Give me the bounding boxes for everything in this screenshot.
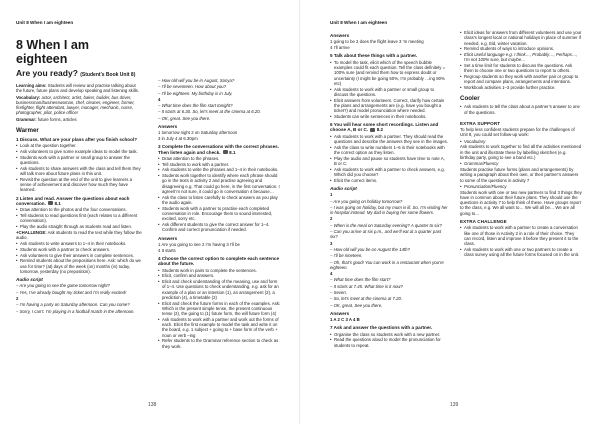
script-line: 2: [16, 296, 19, 301]
audio-script: [330, 192, 448, 308]
list-item: • Tell students to work with a partner.: [158, 162, 282, 167]
section-title-text: Are you ready?: [16, 68, 78, 78]
script-line: – Can you arrive at six p.m., and we’ll eat at a quarter past six?: [330, 229, 442, 240]
list-item: • Ask students to write answers to 1–4 in their notebooks.: [16, 241, 142, 246]
list-item: • Look at the question together.: [16, 143, 142, 148]
section-title: [16, 68, 142, 80]
answer-line: 4 It starts: [158, 247, 176, 253]
script-line: – Are you going to see the game tomorrow night?: [16, 283, 110, 289]
extra-support-list: [460, 161, 582, 166]
extra-support-grammar: Students practise future forms (plans and arrangements) by writing a paragraph about their own, or their partner’s answers to some of the questions in activity 7: [460, 166, 579, 183]
list-item: • Ask students to write the phrases and 1–4 in their notebooks.: [158, 167, 282, 172]
right-column-1: [330, 30, 448, 348]
list-item: • Elicit and check the future forms in each of the examples. Ask: Which is the present simple tense, the present continuous tense (2), the going to (1) future form, the will future form (4): [158, 301, 282, 317]
list-item: • Elicit ideas for answers from different volunteers and use your class’s longest local or national holidays in place of summer if needed, e.g. Eid, winter vacation.: [460, 30, 582, 46]
left-column-1: [16, 38, 142, 315]
list-item: • Read the questions aloud to model the pronunciation for students to repeat.: [330, 337, 448, 348]
list-item: • Pronunciation/Fluency: [460, 184, 582, 189]
list-item: • Elicit useful language e.g. I think…, Probably…, Perhaps…, I’m not 100% sure, but maybe…: [460, 52, 582, 63]
list-item: • Set a time limit for students to discuss the questions. Ask them to choose one or two questions to report to others.: [460, 63, 582, 74]
answers-block: [158, 130, 282, 141]
running-head: Unit 8 When I am eighteen: [16, 20, 74, 25]
list-item: • Vocabulary: [460, 139, 582, 144]
script-line: – Yes, I’ve already bought my ticket and I’m really excited!: [16, 289, 127, 295]
script-line: – It starts at 6.30. So, let’s meet at the cinema at 6.20.: [158, 109, 261, 115]
script-line: – Seven.: [330, 290, 347, 295]
list-item: • Ask different students to give the correct answer for 1–4. Confirm and correct pronunciation if needed.: [158, 222, 282, 233]
exercise-3-steps: [158, 156, 282, 233]
intro-grammar: Grammar: future forms, articles: [16, 116, 77, 122]
exercise-7-steps-continued: [460, 30, 582, 90]
exercise-4-steps: [158, 268, 282, 349]
script-line: – I’ll be eighteen. My birthday is in July.: [158, 90, 233, 96]
answers-heading: Answers: [330, 310, 350, 316]
exercise-2-steps-b: [16, 241, 142, 274]
audio-script-heading: Audio script: [16, 277, 43, 283]
script-line: – OK, great. See you there.: [158, 115, 211, 121]
challenge-note: +CHALLENGE: Ask students to read the text while they follow the audio.: [16, 229, 142, 240]
extra-challenge-list: [460, 225, 582, 257]
section-tag: (Student’s Book Unit 8): [80, 72, 136, 78]
list-item: • Ask students to work with a partner or small group to discuss the questions.: [330, 87, 448, 98]
list-item: • Students work with a partner to practise each completed conversation in role. Encourage them to sound interested, excited, sorry etc.: [158, 206, 282, 222]
cd-icon: [223, 150, 228, 154]
list-item: • Students work in pairs to complete the sentences.: [158, 268, 282, 273]
list-item: • Workbook activities 1–3 provide further practice.: [460, 85, 582, 90]
script-line: 4: [158, 96, 161, 102]
intro-vocabulary: Vocabulary: actor, architect, artist, baker, builder, bus driver, businessman/businesswoman, chef, cleaner, engineer, farmer, firefighter, flight attendant, lawyer, manager, mechanic, nurse, photographer, pilot, police officer: [16, 94, 135, 116]
list-item: • Draw attention to the photos and the four conversations.: [16, 207, 142, 212]
script-line: 4: [330, 271, 333, 277]
list-item: • Ask students to work with a partner to create a conversation like one of those in Activity 2 in a role of their choice. They can record, listen and improve it before they present it to the class.: [460, 225, 582, 246]
list-item: • Ask students to work with one or two partners to create a class survey using all the future forms focused on in the unit.: [460, 247, 582, 258]
script-line: – OK, great. See you there.: [330, 302, 383, 308]
answer-line: 1 A 2 C 3 A 4 B: [330, 317, 360, 323]
running-head: Unit 8 When I am eighteen: [330, 20, 388, 25]
exercise-4-title: 4 Choose the correct option to complete each sentence about the future.: [158, 255, 279, 267]
audio-script: [16, 283, 142, 313]
extra-support-pronunciation: Students work with one or two new partners to find 3 things they have in common about their future plans. They should use the questions in activity 7 to help think of these. Have groups report to the class, e.g. We all want to… We will all be… We are all going to…: [460, 189, 582, 216]
script-line: 3: [330, 240, 333, 246]
page-number: 139: [450, 402, 459, 408]
exercise-1-title: 1 Discuss. What are your plans after you finish school?: [16, 137, 137, 143]
list-item: • Ask volunteers to give some example ideas to model the task.: [16, 149, 142, 154]
list-item: • Ask the class to listen carefully to check answers as you play the audio again.: [158, 195, 282, 206]
exercise-6-title: 6 You will hear some short recordings. Listen and choose A, B or C. 8.2: [330, 122, 439, 133]
list-item: • Remind students about the prepositions here. Ask: which do we use for time? (at) days of the week (on) months (in) today, tomorrow, yesterday (no preposition).: [16, 258, 142, 274]
list-item: • Students work with a partner to check answers.: [16, 247, 142, 252]
exercise-1-steps: [16, 143, 142, 192]
script-line: 2: [330, 216, 333, 222]
list-item: • Elicit answers from volunteers. Correct, clarify how certain the plans and arrangements are (e.g. have you bought a ticket?) and model pronunciation where needed.: [330, 98, 448, 114]
script-line: – When is the meal on Saturday evening? A quarter to six?: [330, 222, 442, 228]
track-number: 8.1: [229, 149, 236, 155]
warmer-heading: Warmer: [16, 127, 39, 135]
exercise-7-steps: [330, 332, 448, 348]
list-item: • Ask the class to write numbers 1–6 in their notebooks with the correct option as they listen.: [330, 145, 448, 156]
list-item: • Grammar/Fluency: [460, 161, 582, 166]
right-page: [300, 0, 600, 424]
list-item: • Tell students to read questions first (each relates to a different conversation).: [16, 213, 142, 224]
answers-block: [330, 317, 448, 322]
answer-line: 1 Are you going to see 2 I’m having 3 I’ll be: [158, 241, 240, 247]
list-item: • Ask volunteers to give their answers in complete sentences.: [16, 253, 142, 258]
list-item: • Regroup students so they work with another pair or group to report and compare plans, arrangements and intentions.: [460, 74, 582, 85]
answer-line: 1 tomorrow night 2 on Saturday afternoon: [158, 130, 238, 136]
answers-heading: Answers: [158, 235, 178, 241]
track-number: 8.2: [376, 127, 384, 133]
list-item: • Play the audio straight through as students read and listen.: [16, 224, 142, 229]
exercise-5-title: 5 Talk about these things with a partner.: [330, 53, 418, 59]
script-line: – So, let’s meet at the cinema at 7.20.: [330, 296, 403, 302]
list-item: • Students work together to identify where each phrase should go in the texts in activity 2 and practise agreeing and disagreeing e.g. That could go here, in the first conversation. I agree/I’m not sure, it could go in conversation 4 because…: [158, 173, 282, 194]
script-line: – What time does the film start?: [330, 277, 391, 283]
list-item: • Ask students to tell the class about a partner’s answer to one of the questions.: [460, 104, 582, 115]
answers-heading: Answers: [158, 124, 178, 130]
answer-line: 4 I’ll arrive: [330, 45, 350, 51]
script-line: – Oh, that’s good! You can work in a restaurant when you’re eighteen.: [330, 259, 444, 270]
list-item: • Students work with a partner or small group to answer the questions.: [16, 155, 142, 166]
script-line: – Are you going on holiday tomorrow?: [330, 198, 403, 204]
left-column-2: [158, 78, 282, 349]
answer-line: 1 going to be 2 does the flight leave 3 ’m meeting: [330, 39, 424, 45]
list-item: • Revisit the question at the end of the unit to give learners a sense of achievement and discover how much they have learned.: [16, 177, 142, 193]
script-line: – I was going on holiday, but my mum is ill. So, I’m visiting her in hospital instead. My dad is buying her some flowers.: [330, 204, 448, 216]
script-line: – I’ll be nineteen.: [330, 253, 363, 259]
cd-icon: [48, 201, 53, 205]
exercise-5-steps: [330, 60, 448, 119]
answers-block: [330, 39, 448, 50]
list-item: • Refer students to the Grammar reference section to check as they work.: [158, 338, 282, 349]
extra-support-vocabulary: Ask students to work together to find all the activities mentioned in the unit and illustrate these by labelling sketches (e.g. birthday party, going to see a band etc.): [460, 144, 582, 160]
cooler-steps: [460, 104, 582, 115]
right-column-2: [460, 30, 582, 258]
list-item: • Ask students to work with a partner and work out the forms of each. Elicit the first example to model the task and write it on the board, e.g. 1 subject + going to + base form of the verb + noun or verb –ing: [158, 317, 282, 338]
exercise-7-title: 7 Ask and answer the questions with a partner.: [330, 325, 433, 331]
extra-support-intro: To help less confident students prepare for the challenges of Unit 8, you could set follow-up work:: [460, 127, 575, 138]
extra-support-heading: EXTRA SUPPORT: [460, 120, 501, 126]
script-line: – What time does the film start tonight?: [158, 103, 233, 109]
exercise-2-title: 2 Listen and read. Answer the questions about each conversation. 8.1: [16, 195, 130, 206]
list-item: • Ask students to work with a partner to check answers, e.g. Which did you choose?: [330, 167, 448, 178]
extra-challenge-heading: EXTRA CHALLENGE: [460, 219, 507, 225]
script-line: – How old will you be in August, Sonya?: [158, 78, 235, 83]
extra-support-list: [460, 184, 582, 189]
intro-aims: Learning aims: Students will review and practise talking about the future, future plans and develop speaking and listening skills.: [16, 83, 140, 94]
track-number: 8.1: [54, 200, 61, 206]
list-item: • Remind students of ways to introduce opinions.: [460, 46, 582, 51]
extra-support-list: [460, 139, 582, 144]
list-item: • Organise the class so students work with a new partner.: [330, 332, 448, 337]
script-line: – I’m having a party on Saturday afternoon. Can you come?: [16, 302, 130, 308]
list-item: • Elicit the correct items.: [330, 178, 448, 183]
script-line: – I’ll be seventeen. How about you?: [158, 84, 227, 90]
script-line: 1: [330, 192, 333, 198]
exercise-2-steps: [16, 207, 142, 229]
audio-script-continued: [158, 78, 282, 121]
cooler-heading: Cooler: [460, 95, 480, 103]
script-line: – How old will you be on August the 14th?: [330, 246, 410, 252]
list-item: • Draw attention to the phrases.: [158, 156, 282, 161]
list-item: • To model the task, elicit which of the speech bubble examples could fit each question. Tell the class definitely = 100% sure (and remind them how to express doubt or uncertainty (I might be going 50%, I’m probably …ing 80% etc): [330, 60, 448, 86]
answers-heading: Answers: [330, 33, 350, 38]
exercise-6-steps: [330, 134, 448, 183]
script-line: – Sorry, I can’t. I’m playing in a football match in the afternoon.: [16, 308, 135, 314]
exercise-3-title: 3 Complete the conversations with the correct phrases. Then listen again and check. 8.1: [158, 144, 280, 155]
unit-title: 8 When I am eighteen: [16, 38, 89, 66]
list-item: • Elicit, confirm and answers.: [158, 273, 282, 278]
list-item: • Ask students to work with a partner. They should read the questions and describe the answers they see in the images.: [330, 134, 448, 145]
list-item: • Play the audio and pause so students have time to note A, B or C.: [330, 156, 448, 167]
list-item: • Elicit and check understanding of the meaning, use and form of 1–4. Use questions to check understanding, e.g. ask for an example of a plan or an intention (1), an arrangement (2), a prediction (4), a timetable (2): [158, 279, 282, 300]
answer-line: 3 in July 4 at 6.30pm: [158, 136, 198, 142]
cd-icon: [370, 128, 375, 132]
audio-script-heading: Audio script: [330, 185, 357, 191]
list-item: • Ask students to share answers with the class and tell them they will talk more about future plans in this unit.: [16, 166, 142, 177]
answers-block: [158, 242, 282, 253]
page-number: 138: [148, 402, 157, 408]
list-item: • Students can write sentences in their notebooks.: [330, 114, 448, 119]
script-line: – It starts at 7.45. What time is it now?: [330, 283, 403, 289]
